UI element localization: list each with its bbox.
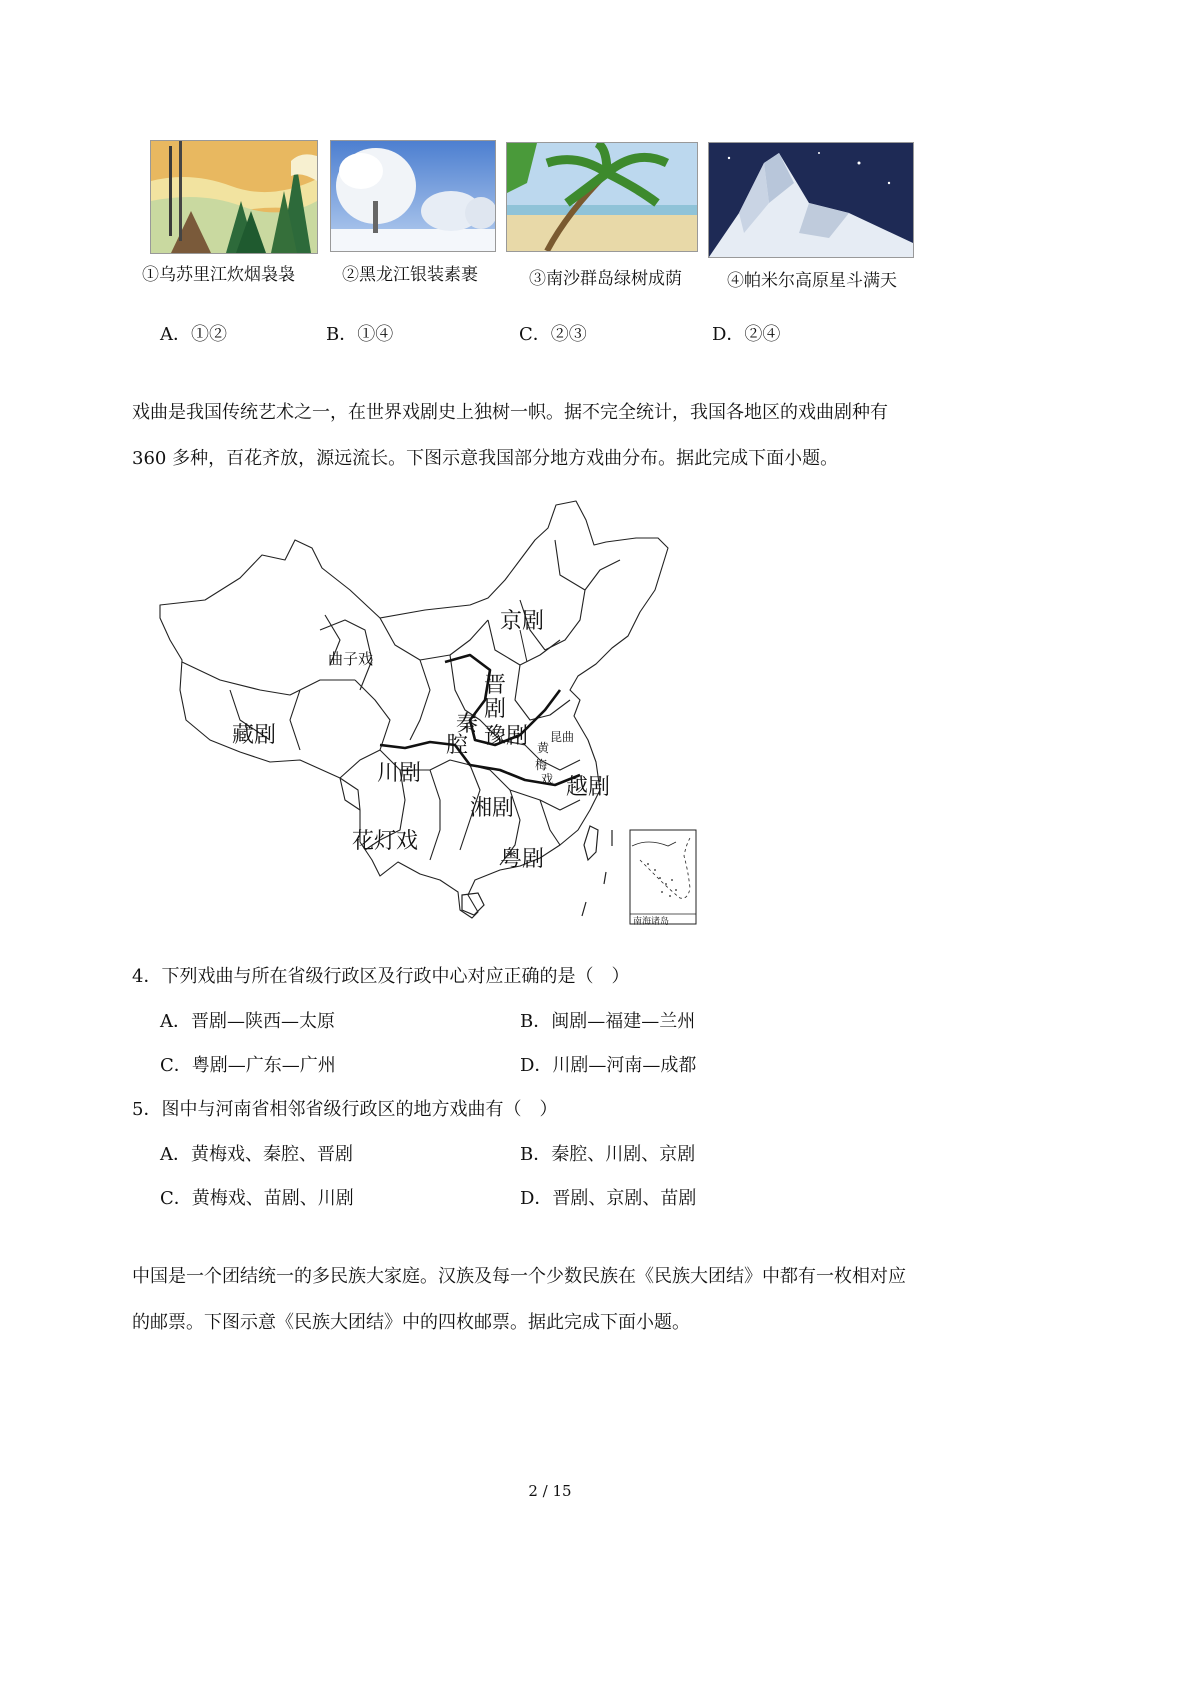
- south-china-sea-inset: [630, 830, 696, 927]
- intro-paragraph-stamps-line1: 中国是一个团结统一的多民族大家庭。汉族及每一个少数民族在《民族大团结》中都有一枚相对应: [132, 1266, 906, 1287]
- intro-paragraph-opera: [132, 390, 982, 482]
- map-label-jinju-1: 晋: [484, 673, 507, 698]
- image-caption-2: ②黑龙江银装素裹: [342, 265, 478, 285]
- map-label-huadengxi: 花灯戏: [352, 829, 419, 854]
- intro-paragraph-opera-line1: 戏曲是我国传统艺术之一，在世界戏剧史上独树一帜。据不完全统计，我国各地区的戏曲剧种有: [132, 402, 888, 423]
- q5-option-d[interactable]: D．晋剧、京剧、苗剧: [520, 1188, 697, 1209]
- q3-option-b[interactable]: B．①④: [326, 324, 394, 345]
- q5-option-a[interactable]: A．黄梅戏、秦腔、晋剧: [160, 1144, 353, 1165]
- q5-option-c[interactable]: C．黄梅戏、苗剧、川剧: [160, 1188, 354, 1209]
- map-label-jinju-2: 剧: [484, 697, 507, 722]
- q3-option-c[interactable]: C．②③: [519, 324, 587, 345]
- q5-option-b[interactable]: B．秦腔、川剧、京剧: [520, 1144, 696, 1165]
- map-label-kunqu: 昆曲: [550, 730, 575, 744]
- question-4-stem: 4．下列戏曲与所在省级行政区及行政中心对应正确的是（ ）: [132, 966, 630, 987]
- intro-paragraph-stamps: [132, 1254, 982, 1346]
- china-opera-map: [150, 495, 710, 930]
- intro-paragraph-stamps-line2: 的邮票。下图示意《民族大团结》中的四枚邮票。据此完成下面小题。: [132, 1312, 690, 1333]
- map-label-qiang: 腔: [446, 733, 469, 758]
- image-caption-3: ③南沙群岛绿树成荫: [529, 269, 682, 289]
- q4-option-b[interactable]: B．闽剧—福建—兰州: [520, 1011, 696, 1032]
- map-label-quzixi: 曲子戏: [328, 650, 374, 668]
- map-label-huang: 黄: [537, 741, 550, 755]
- image-heilongjiang-snow: [330, 140, 496, 252]
- q3-option-d[interactable]: D．②④: [712, 324, 781, 345]
- map-label-yueju-guangdong: 粤剧: [500, 847, 545, 872]
- image-ussuri-river: [150, 140, 318, 254]
- map-label-yueju-zhejiang: 越剧: [566, 775, 611, 800]
- snow-tree-photo-icon: [331, 141, 495, 251]
- map-label-yuju: 豫剧: [484, 724, 529, 749]
- intro-paragraph-opera-line2: 360 多种，百花齐放，源远流长。下图示意我国部分地方戏曲分布。据此完成下面小题。: [132, 448, 839, 469]
- forest-river-illustration-icon: [151, 141, 317, 253]
- map-label-chuanju: 川剧: [377, 761, 422, 786]
- palm-beach-photo-icon: [507, 143, 697, 251]
- map-label-nanhai: 南海诸岛: [633, 917, 670, 927]
- map-label-qin: 秦: [456, 712, 479, 737]
- image-nansha-islands: [506, 142, 698, 252]
- taiwan-island: [584, 826, 598, 860]
- map-label-zangju: 藏剧: [232, 723, 277, 748]
- image-pamir-plateau: [708, 142, 914, 258]
- snow-mountain-illustration-icon: [709, 143, 913, 257]
- image-caption-4: ④帕米尔高原星斗满天: [727, 271, 897, 291]
- question-5-stem: 5．图中与河南省相邻省级行政区的地方戏曲有（ ）: [132, 1099, 558, 1120]
- map-label-jingju: 京剧: [500, 609, 545, 634]
- map-label-xi: 戏: [541, 772, 554, 786]
- q4-option-c[interactable]: C．粤剧—广东—广州: [160, 1055, 336, 1076]
- image-caption-1: ①乌苏里江炊烟袅袅: [142, 265, 295, 285]
- map-label-mei: 梅: [535, 758, 548, 772]
- q3-option-a[interactable]: A．①②: [160, 324, 227, 345]
- q4-option-a[interactable]: A．晋剧—陕西—太原: [160, 1011, 335, 1032]
- page-number: 2 / 15: [528, 1482, 572, 1500]
- map-label-xiangju: 湘剧: [470, 796, 515, 821]
- q4-option-d[interactable]: D．川剧—河南—成都: [520, 1055, 697, 1076]
